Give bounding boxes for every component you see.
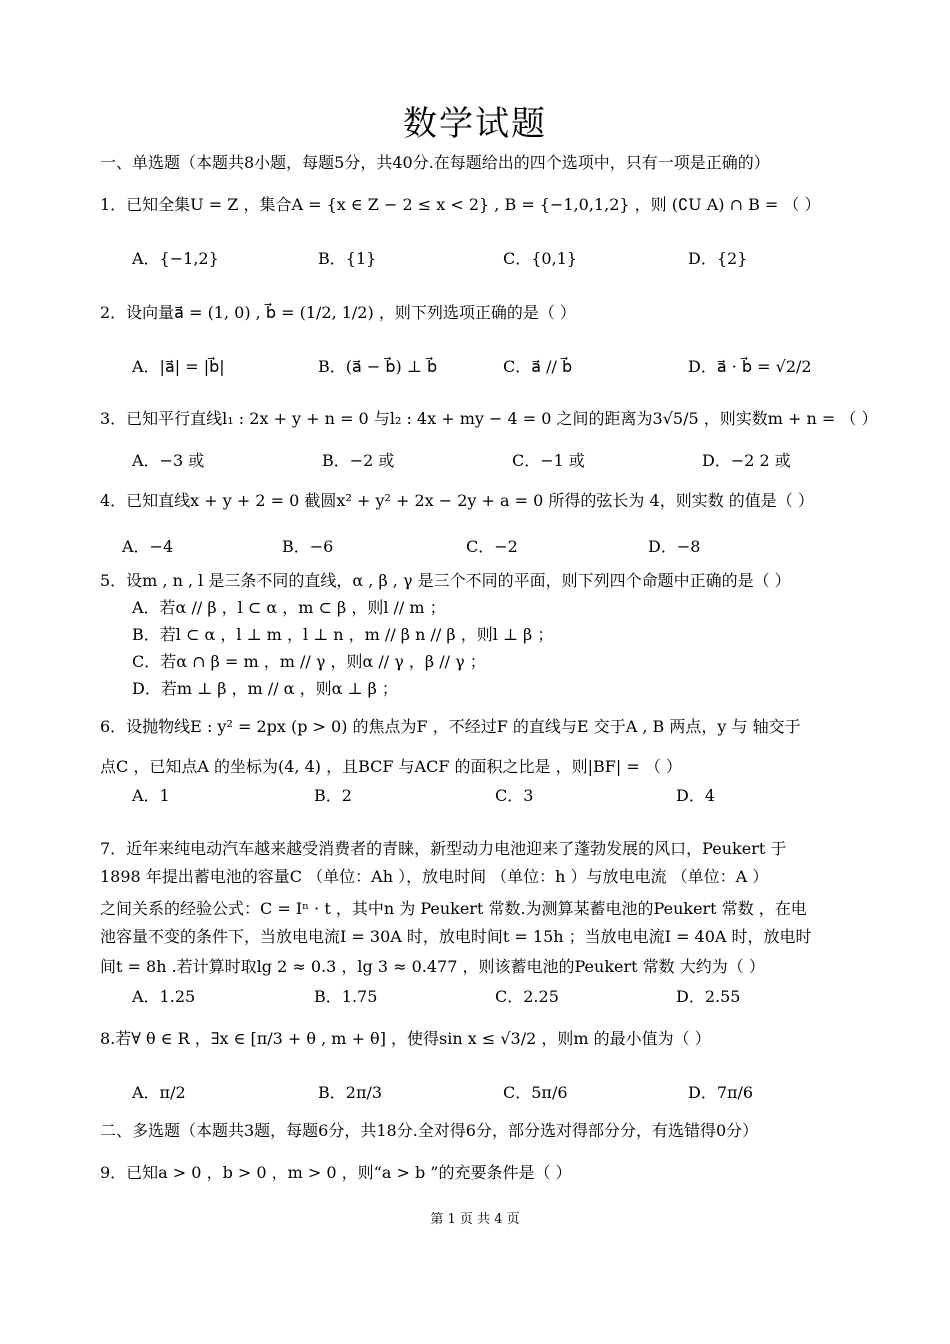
question-8-stem: 8.若∀ θ ∈ R ，∃x ∈ [π/3 + θ , m + θ] ，使得sin x ≤ √3/2 ，则m 的最小值为（ ） [100, 1029, 711, 1048]
q3-option-d: D．−2 2 或 [702, 451, 791, 470]
q1-option-d: D．{2} [688, 249, 748, 268]
q7-option-a: A．1.25 [132, 987, 196, 1006]
question-7-line-4: 池容量不变的条件下，当放电电流I = 30A 时，放电时间t = 15h ；当放电电流I = 40A 时，放电时 [100, 927, 812, 946]
q8-option-c: C．5π/6 [503, 1083, 568, 1102]
q2-option-a: A．|a⃗| = |b⃗| [132, 357, 225, 376]
question-7-line-1: 7．近年来纯电动汽车越来越受消费者的青睐，新型动力电池迎来了蓬勃发展的风口，Peukert 于 [100, 839, 787, 858]
q7-option-b: B．1.75 [314, 987, 378, 1006]
q1-option-c: C．{0,1} [503, 249, 578, 268]
q2-option-b: B．(a⃗ − b⃗) ⊥ b⃗ [318, 357, 438, 376]
q5-option-b: B．若l ⊂ α ，l ⊥ m ，l ⊥ n ，m // β n // β ，则l ⊥ β ； [132, 625, 554, 644]
page-footer: 第 1 页 共 4 页 [430, 1212, 520, 1227]
q1-option-a: A．{−1,2} [132, 249, 219, 268]
q6-option-b: B．2 [314, 786, 352, 805]
q4-option-c: C．−2 [466, 537, 518, 556]
q7-option-d: D．2.55 [676, 987, 741, 1006]
question-4-stem: 4．已知直线x + y + 2 = 0 截圆x² + y² + 2x − 2y + a = 0 所得的弦长为 4，则实数 的值是（ ） [100, 491, 814, 510]
q8-option-a: A．π/2 [132, 1083, 186, 1102]
question-5-stem: 5．设m , n , l 是三条不同的直线，α , β , γ 是三个不同的平面，则下列四个命题中正确的是（ ） [100, 571, 791, 590]
section-2-heading: 二、多选题（本题共3题，每题6分，共18分.全对得6分，部分选对得部分分，有选错得0分） [100, 1121, 759, 1140]
q5-option-a: A．若α // β ，l ⊂ α ，m ⊂ β ，则l // m ； [132, 598, 446, 617]
question-6-line-1: 6．设抛物线E : y² = 2px (p > 0) 的焦点为F ，不经过F 的直线与E 交于A , B 两点，y 与 轴交于 [100, 717, 801, 736]
q1-option-b: B．{1} [318, 249, 377, 268]
q8-option-b: B．2π/3 [318, 1083, 383, 1102]
section-1-heading: 一、单选题（本题共8小题，每题5分，共40分.在每题给出的四个选项中，只有一项是正确的） [100, 153, 770, 172]
question-7-line-3: 之间关系的经验公式：C = Iⁿ · t ，其中n 为 Peukert 常数.为测算某蓄电池的Peukert 常数 ，在电 [100, 899, 807, 918]
q5-option-d: D．若m ⊥ β ，m // α ，则α ⊥ β ； [132, 679, 398, 698]
question-1-stem: 1．已知全集U = Z ，集合A = {x ∈ Z − 2 ≤ x < 2} , B = {−1,0,1,2} ，则 (∁U A) ∩ B = （ ） [100, 195, 821, 214]
q3-option-b: B．−2 或 [322, 451, 395, 470]
q3-option-c: C．−1 或 [512, 451, 585, 470]
q4-option-a: A．−4 [122, 537, 174, 556]
question-3-stem: 3．已知平行直线l₁ : 2x + y + n = 0 与l₂ : 4x + my − 4 = 0 之间的距离为3√5/5 ，则实数m + n = （ ） [100, 409, 878, 428]
question-2-stem: 2．设向量a⃗ = (1, 0) , b⃗ = (1/2, 1/2) ，则下列选项正确的是（ ） [100, 303, 576, 322]
q2-option-d: D．a⃗ · b⃗ = √2/2 [688, 357, 812, 376]
q8-option-d: D．7π/6 [688, 1083, 754, 1102]
q4-option-d: D．−8 [648, 537, 701, 556]
question-7-line-5: 间t = 8h .若计算时取lg 2 ≈ 0.3 ，lg 3 ≈ 0.477 ，则该蓄电池的Peukert 常数 大约为（ ） [100, 957, 765, 976]
question-9-stem: 9．已知a > 0 ，b > 0 ，m > 0 ，则“a > b ”的充要条件是（ ） [100, 1163, 572, 1182]
q7-option-c: C．2.25 [495, 987, 559, 1006]
q6-option-a: A．1 [132, 786, 170, 805]
q6-option-c: C．3 [495, 786, 534, 805]
q5-option-c: C．若α ∩ β = m ，m // γ ，则α // γ ，β // γ ； [132, 652, 486, 671]
question-7-line-2: 1898 年提出蓄电池的容量C （单位：Ah ），放电时间 （单位：h ）与放电电流 （单位：A ） [100, 867, 769, 886]
q2-option-c: C．a⃗ // b⃗ [503, 357, 573, 376]
q3-option-a: A．−3 或 [132, 451, 205, 470]
q4-option-b: B．−6 [282, 537, 334, 556]
page-title: 数学试题 [403, 104, 547, 144]
question-6-line-2: 点C ，已知点A 的坐标为(4, 4) ，且BCF 与ACF 的面积之比是 ，则|BF| = （ ） [100, 757, 682, 776]
q6-option-d: D．4 [676, 786, 716, 805]
